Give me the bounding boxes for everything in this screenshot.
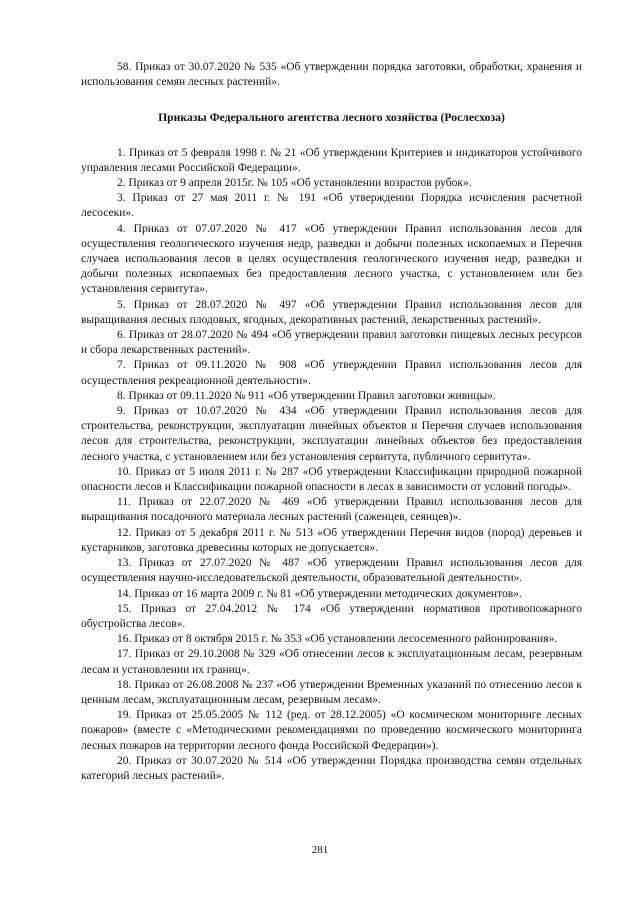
intro-paragraph: 58. Приказ от 30.07.2020 № 535 «Об утверждении порядка заготовки, обработки, хранения и использования семян лесных растений». <box>81 61 582 89</box>
list-item: 14. Приказ от 16 марта 2009 г. № 81 «Об утверждении методических документов». <box>117 587 522 600</box>
list-item: 19. Приказ от 25.05.2005 № 112 (ред. от 28.12.2005) «О космическом мониторинге лесных пожаров» (вместе с «Методическими рекомендациями по проведению космического мониторинга лесных пожаров на территории лесного фонда Российской Федерации»). <box>81 709 582 752</box>
list-item: 13. Приказ от 27.07.2020 № 487 «Об утверждении Правил использования лесов для осуществления научно-исследовательской деятельности, образовательной деятельности». <box>81 557 582 585</box>
list-item: 4. Приказ от 07.07.2020 № 417 «Об утверждении Правил использования лесов для осуществления геологического изучения недр, разведки и добычи полезных ископаемых и Перечня случаев использования лесов в целях осуществления геологического изучения недр, разведки и добычи полезных ископаемых без предоставления лесного участка, с установлением или без установления сервитута». <box>81 222 582 296</box>
list-item: 16. Приказ от 8 октября 2015 г. № 353 «Об установлении лесосеменного районирования». <box>117 633 558 646</box>
page-content <box>81 60 582 784</box>
list-item: 17. Приказ от 29.10.2008 № 329 «Об отнесении лесов к эксплуатационным лесам, резервным лесам и установлении их границ». <box>81 648 582 676</box>
list-item: 2. Приказ от 9 апреля 2015г. № 105 «Об установлении возрастов рубок». <box>117 177 472 190</box>
list-item: 20. Приказ от 30.07.2020 № 514 «Об утверждении Порядка производства семян отдельных категорий лесных растений». <box>81 754 582 782</box>
list-item: 18. Приказ от 26.08.2008 № 237 «Об утверждении Временных указаний по отнесению лесов к ценным лесам, эксплуатационным лесам, резервным лесам». <box>81 678 582 706</box>
list-item: 5. Приказ от 28.07.2020 № 497 «Об утверждении Правил использования лесов для выращивания лесных плодовых, ягодных, декоративных растений, лекарственных растений». <box>81 298 582 326</box>
list-item: 1. Приказ от 5 февраля 1998 г. № 21 «Об утверждении Критериев и индикаторов устойчивого управления лесами Российской Федерации». <box>81 146 582 174</box>
list-item: 12. Приказ от 5 декабря 2011 г. № 513 «Об утверждении Перечня видов (пород) деревьев и кустарников, заготовка древесины которых не допускается». <box>81 526 582 554</box>
list-item: 15. Приказ от 27.04.2012 № 174 «Об утверждении нормативов противопожарного обустройства лесов». <box>81 602 582 630</box>
page-number: 281 <box>311 844 329 856</box>
list-item: 6. Приказ от 28.07.2020 № 494 «Об утверждении правил заготовки пищевых лесных ресурсов и сбора лекарственных растений». <box>81 329 582 357</box>
list-item: 10. Приказ от 5 июля 2011 г. № 287 «Об утверждении Классификации природной пожарной опасности лесов и Классификации пожарной опасности в лесах в зависимости от условий погоды». <box>81 465 582 494</box>
list-item: 3. Приказ от 27 мая 2011 г. № 191 «Об утверждении Порядка исчисления расчетной лесосеки». <box>81 192 582 220</box>
list-item: 11. Приказ от 22.07.2020 № 469 «Об утверждении Правил использования лесов для выращивания посадочного материала лесных растений (саженцев, сеянцев)». <box>81 496 582 524</box>
list-item: 9. Приказ от 10.07.2020 № 434 «Об утверждении Правил использования лесов для строительства, реконструкции, эксплуатации линейных объектов и Перечня случаев использования лесов для строительства, реконструкции, эксплуатации линейных объектов без предоставления лесного участка, с установлением или без установления сервитута, публичного сервитута». <box>81 405 582 463</box>
list-item: 7. Приказ от 09.11.2020 № 908 «Об утверждении Правил использования лесов для осуществления рекреационной деятельности». <box>81 359 582 387</box>
list-item: 8. Приказ от 09.11.2020 № 911 «Об утверждении Правил заготовки живицы». <box>117 389 496 402</box>
order-list <box>81 146 582 785</box>
section-heading: Приказы Федерального агентства лесного хозяйства (Рослесхоза) <box>158 111 505 125</box>
